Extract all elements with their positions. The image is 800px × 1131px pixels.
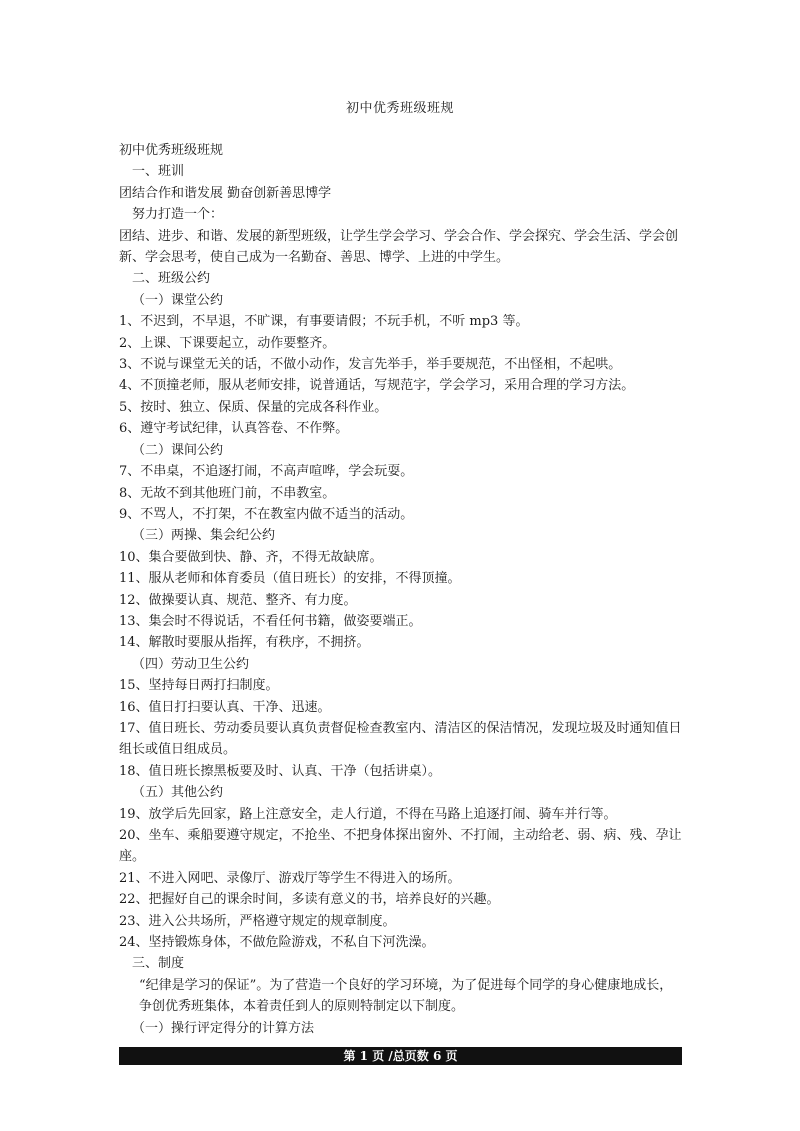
document-line: 6、遵守考试纪律，认真答卷、不作弊。	[119, 421, 349, 437]
document-line: 20、坐车、乘船要遵守规定，不抢坐、不把身体探出窗外、不打闹，主动给老、弱、病、残、孕让座。	[119, 828, 682, 865]
document-line: （四）劳动卫生公约	[132, 656, 250, 672]
document-line: 8、无故不到其他班门前，不串教室。	[119, 485, 336, 501]
document-line: 13、集会时不得说话，不看任何书籍，做姿要端正。	[119, 613, 422, 629]
document-line: 10、集合要做到快、静、齐，不得无故缺席。	[119, 549, 383, 565]
document-line: 14、解散时要服从指挥，有秩序，不拥挤。	[119, 635, 370, 651]
document-line: 24、坚持锻炼身体，不做危险游戏，不私自下河洗澡。	[119, 935, 435, 951]
document-line: （一）操行评定得分的计算方法	[132, 1020, 315, 1036]
document-line: 19、放学后先回家，路上注意安全，走人行道，不得在马路上追逐打闹、骑车并行等。	[119, 806, 617, 822]
document-line: 12、做操要认真、规范、整齐、有力度。	[119, 592, 357, 608]
document-line: 5、按时、独立、保质、保量的完成各科作业。	[119, 399, 388, 415]
document-line: （五）其他公约	[132, 785, 224, 801]
document-line: 初中优秀班级班规	[119, 143, 224, 158]
document-line: 团结合作和谐发展 勤奋创新善思博学	[119, 185, 332, 201]
document-body	[119, 140, 685, 1039]
document-line: 16、值日打扫要认真、干净、迅速。	[119, 699, 331, 715]
document-line: 2、上课、下课要起立，动作要整齐。	[119, 335, 336, 351]
document-line: 4、不顶撞老师，服从老师安排，说普通话，写规范字，学会学习，采用合理的学习方法。	[119, 378, 635, 394]
document-line: 11、服从老师和体育委员（值日班长）的安排，不得顶撞。	[119, 571, 461, 587]
page-footer: 第 1 页 /总页数 6 页	[119, 1047, 682, 1065]
document-line: 一、班训	[132, 164, 185, 180]
document-line: 15、坚持每日两打扫制度。	[119, 678, 279, 694]
document-line: 21、不进入网吧、录像厅、游戏厅等学生不得进入的场所。	[119, 870, 461, 886]
document-line: 18、值日班长擦黑板要及时、认真、干净（包括讲桌）。	[119, 763, 442, 779]
document-title: 初中优秀班级班规	[345, 101, 454, 116]
document-line: （二）课间公约	[132, 442, 224, 458]
document-line: 3、不说与课堂无关的话，不做小动作，发言先举手，举手要规范，不出怪相，不起哄。	[119, 357, 622, 373]
document-line: “纪律是学习的保证”。为了营造一个良好的学习环境，为了促进每个同学的身心健康地成长，争创优秀班集体，本着责任到人的原则特制定以下制度。	[139, 977, 673, 1015]
document-line: 9、不骂人，不打架，不在教室内做不适当的活动。	[119, 506, 414, 522]
document-line: （一）课堂公约	[132, 292, 224, 308]
document-line: 团结、进步、和谐、发展的新型班级，让学生学会学习、学会合作、学会探究、学会生活、学会创新、学会思考，使自己成为一名勤奋、善思、博学、上进的中学生。	[119, 228, 679, 266]
document-line: （三）两操、集会纪公约	[132, 528, 276, 544]
document-line: 三、制度	[132, 956, 185, 972]
document-line: 23、进入公共场所，严格遵守规定的规章制度。	[119, 913, 396, 929]
document-line: 二、班级公约	[132, 271, 211, 287]
document-line: 1、不迟到，不早退，不旷课，有事要请假；不玩手机，不听 mp3 等。	[119, 314, 529, 330]
document-line: 7、不串桌，不追逐打闹，不高声喧哗，学会玩耍。	[119, 464, 414, 480]
document-line: 努力打造一个：	[132, 207, 224, 223]
document-line: 17、值日班长、劳动委员要认真负责督促检查教室内、清洁区的保洁情况，发现垃圾及时通知值日组长或值日组成员。	[119, 720, 682, 758]
document-line: 22、把握好自己的课余时间，多读有意义的书，培养良好的兴趣。	[119, 892, 500, 908]
